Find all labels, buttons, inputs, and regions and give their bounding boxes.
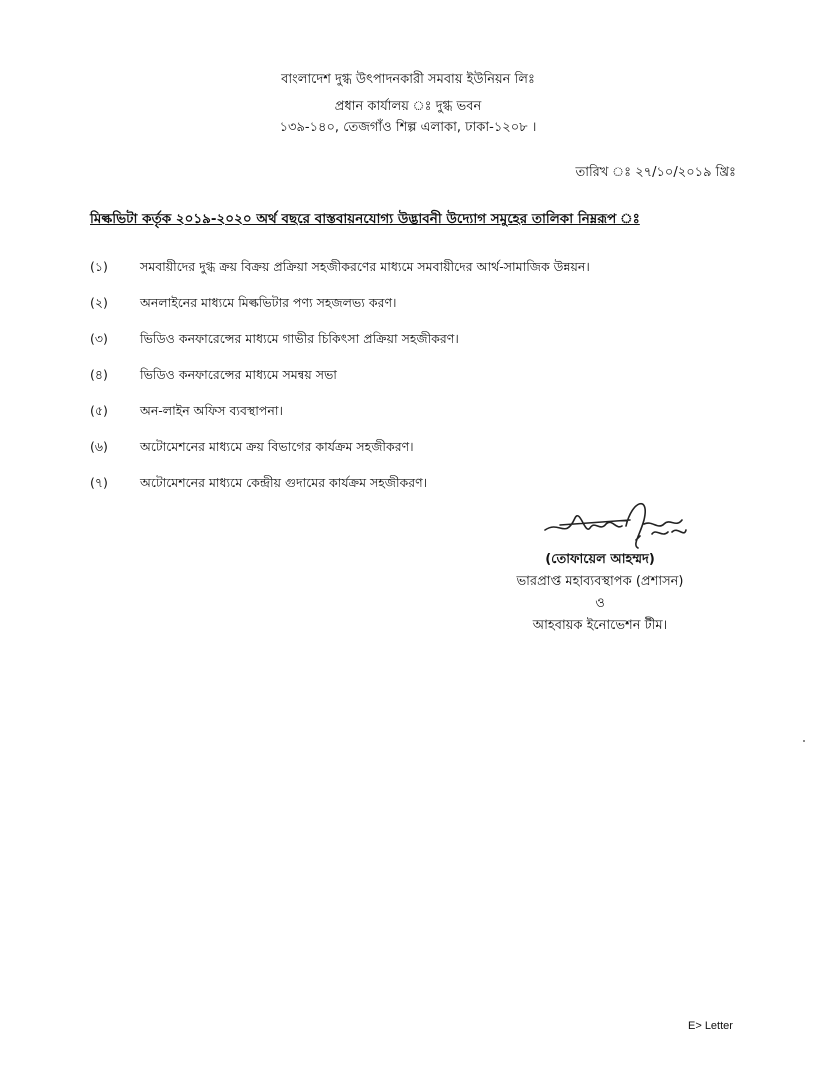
handwritten-signature <box>540 490 690 556</box>
item-number: (৪) <box>90 367 108 382</box>
item-number: (৫) <box>90 403 108 418</box>
item-text: ভিডিও কনফারেন্সের মাধ্যমে সমন্বয় সভা <box>140 367 337 382</box>
letter-date: তারিখ ঃ ২৭/১০/২০১৯ খ্রিঃ <box>575 165 736 180</box>
item-text: অনলাইনের মাধ্যমে মিল্কভিটার পণ্য সহজলভ্য করণ। <box>140 295 397 310</box>
signatory-team-role: আহবায়ক ইনোভেশন টীম। <box>532 618 668 633</box>
item-text: অন-লাইন অফিস ব্যবস্থাপনা। <box>140 403 283 418</box>
subject-heading: মিল্কভিটা কর্তৃক ২০১৯-২০২০ অর্থ বছরে বাস্তবায়নযোগ্য উদ্ভাবনী উদ্যোগ সমুহের তালিকা নিম্নরূপ ঃ <box>90 211 640 227</box>
head-office-line: প্রধান কার্যালয় ঃ দুগ্ধ ভবন <box>334 99 482 114</box>
item-text: ভিডিও কনফারেন্সের মাধ্যমে গাভীর চিকিৎসা প্রক্রিয়া সহজীকরণ। <box>140 331 459 346</box>
item-number: (৩) <box>90 331 108 346</box>
item-text: অটোমেশনের মাধ্যমে কেন্দ্রীয় গুদামের কার্যক্রম সহজীকরণ। <box>140 475 428 490</box>
signatory-name: (তোফায়েল আহম্মদ) <box>545 552 655 567</box>
scan-speck <box>803 740 805 742</box>
item-number: (২) <box>90 295 108 310</box>
organization-name: বাংলাদেশ দুগ্ধ উৎপাদনকারী সমবায় ইউনিয়ন লিঃ <box>281 72 535 87</box>
footer-reference: E> Letter <box>688 1020 733 1032</box>
address-line: ১৩৯-১৪০, তেজগাঁও শিল্প এলাকা, ঢাকা-১২০৮ । <box>279 120 537 135</box>
item-number: (৭) <box>90 475 108 490</box>
conjunction: ও <box>595 596 605 611</box>
item-number: (১) <box>90 259 108 274</box>
signatory-designation: ভারপ্রাপ্ত মহাব্যবস্থাপক (প্রশাসন) <box>516 574 684 589</box>
item-number: (৬) <box>90 439 108 454</box>
item-text: সমবায়ীদের দুগ্ধ ক্রয় বিক্রয় প্রক্রিয়া সহজীকরণের মাধ্যমে সমবায়ীদের আর্থ-সামাজিক উন্নয়ন। <box>140 259 590 274</box>
item-text: অটোমেশনের মাধ্যমে ক্রয় বিভাগের কার্যক্রম সহজীকরণ। <box>140 439 414 454</box>
